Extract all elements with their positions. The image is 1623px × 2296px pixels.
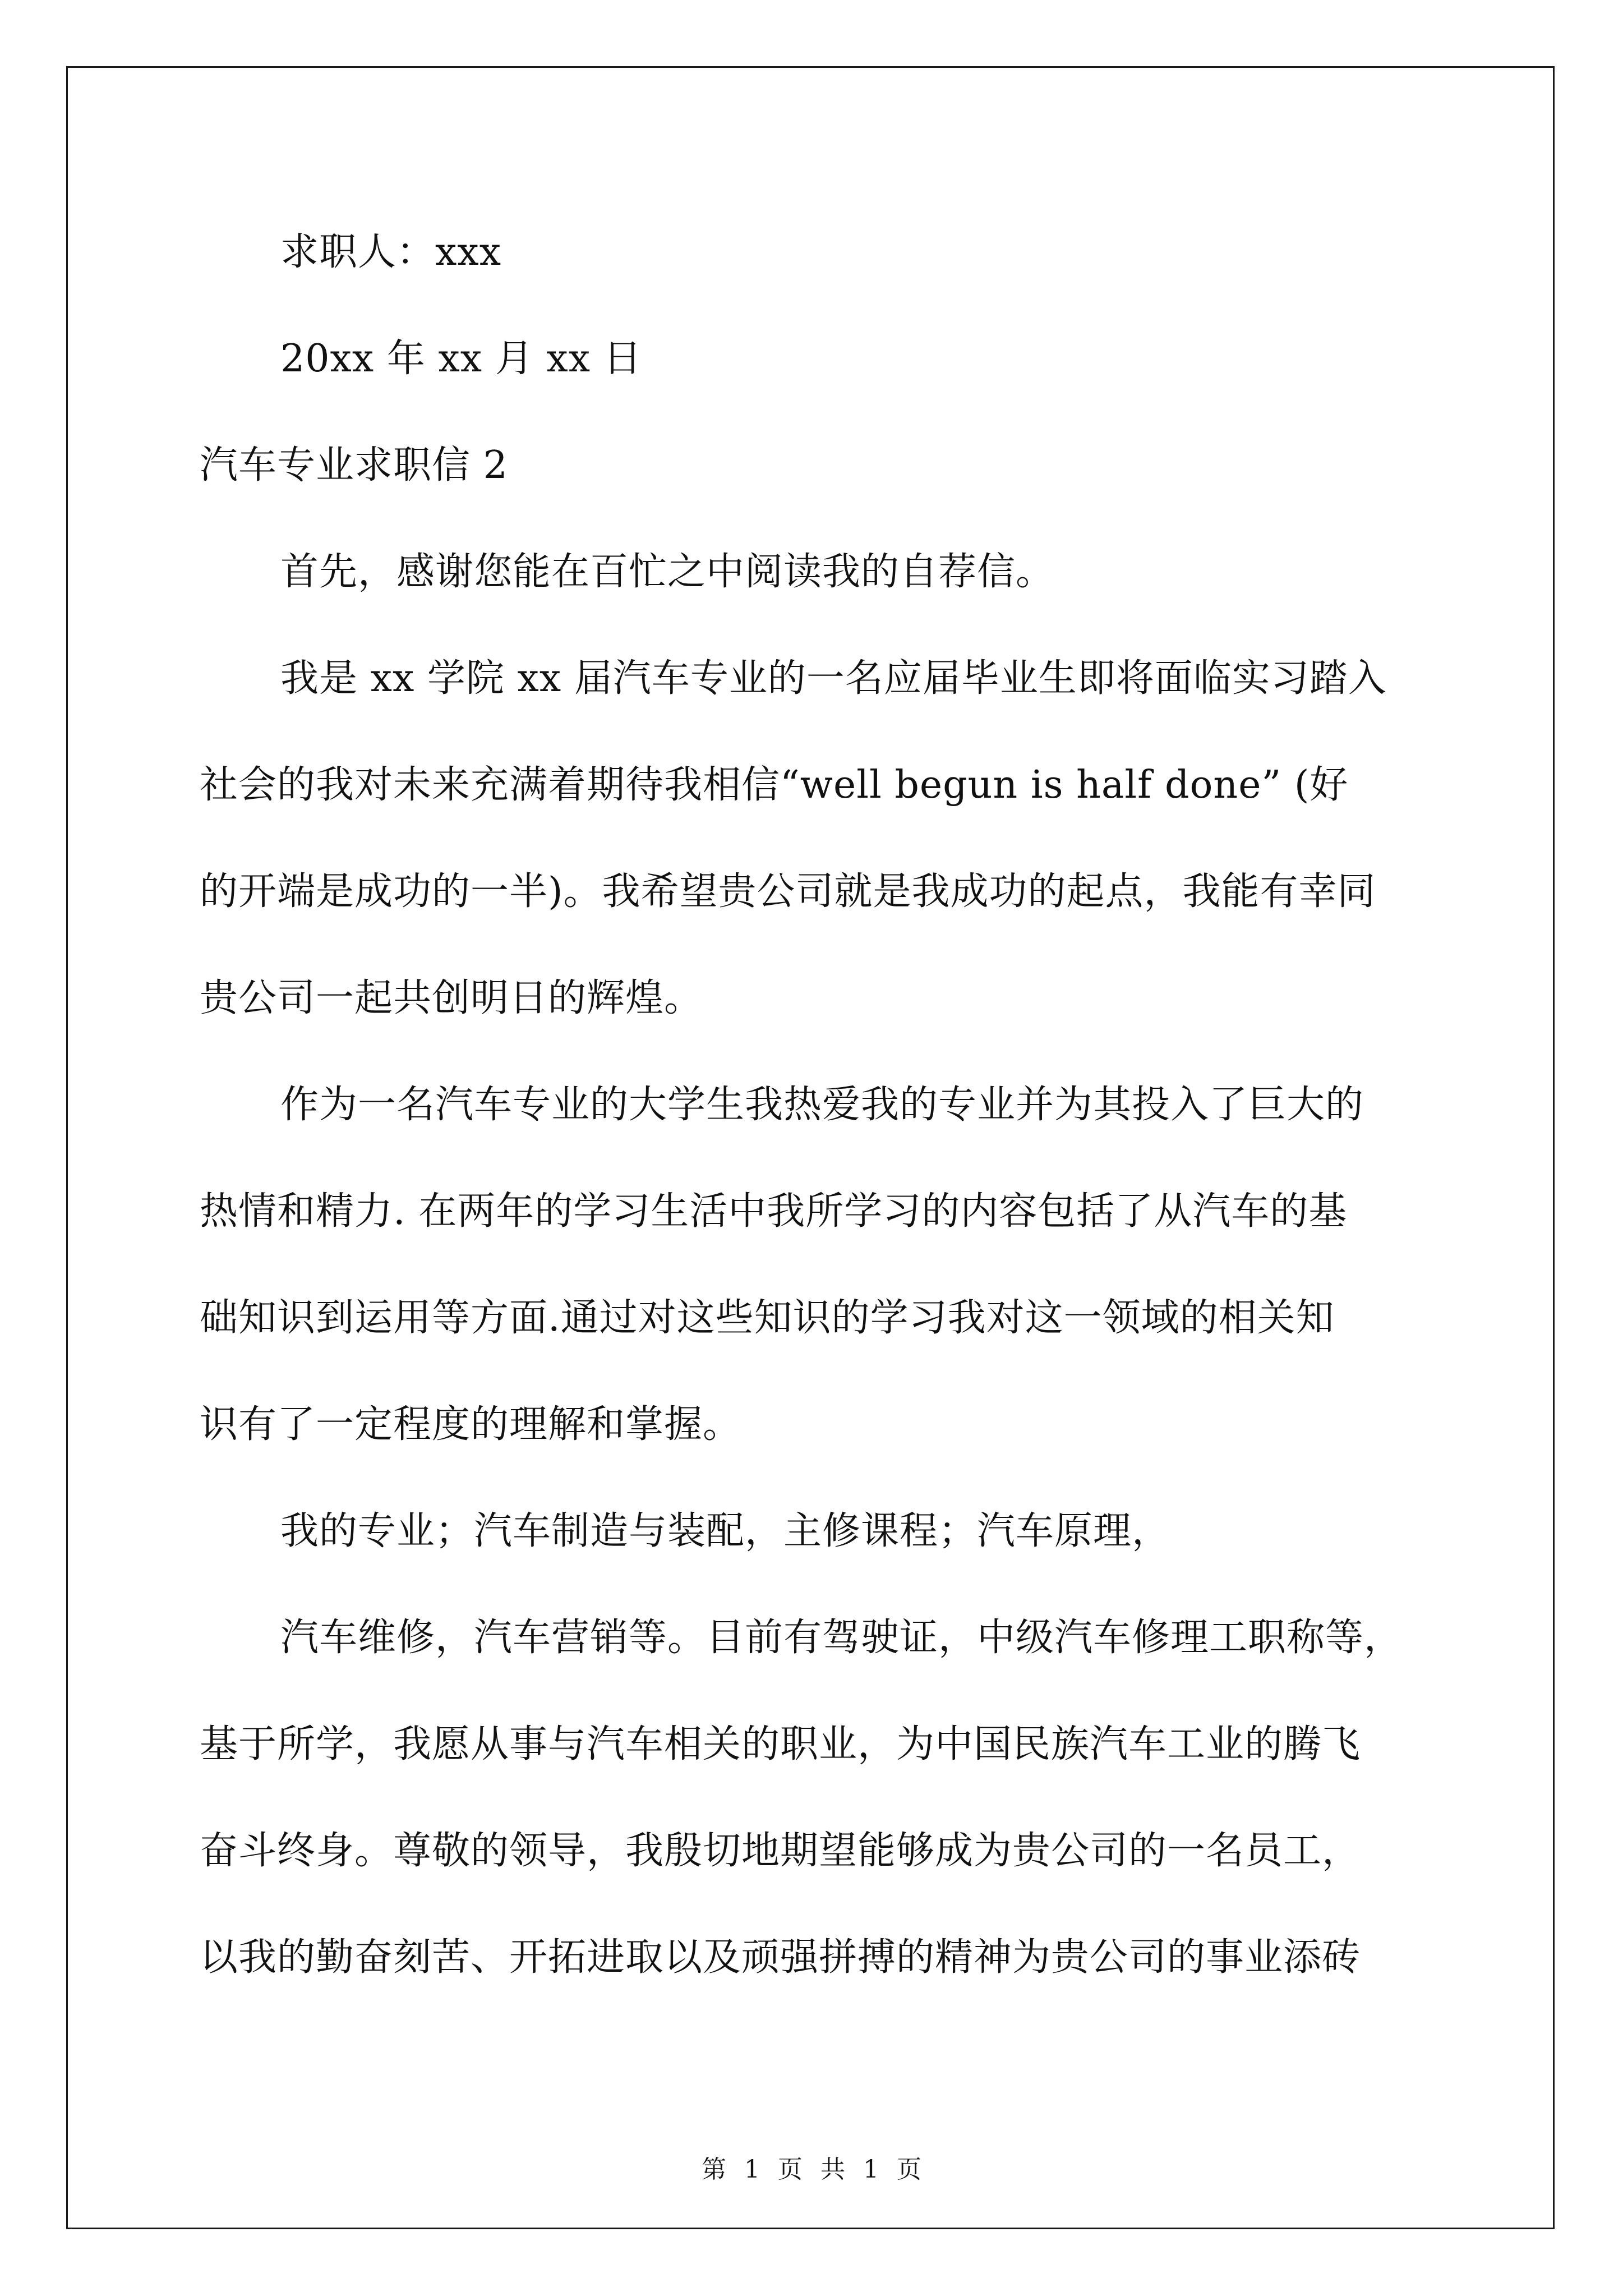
paragraph-line: 的开端是成功的一半)。我希望贵公司就是我成功的起点，我能有幸同 (200, 869, 1376, 914)
paragraph-line: 础知识到运用等方面.通过对这些知识的学习我对这一领域的相关知 (200, 1296, 1335, 1340)
paragraph-line: 贵公司一起共创明日的辉煌。 (200, 976, 703, 1020)
paragraph-line: 识有了一定程度的理解和掌握。 (200, 1402, 742, 1447)
paragraph-line: 汽车维修，汽车营销等。目前有驾驶证，中级汽车修理工职称等， (280, 1616, 1403, 1660)
paragraph-line: 基于所学，我愿从事与汽车相关的职业，为中国民族汽车工业的腾飞 (200, 1722, 1361, 1766)
paragraph-line: 作为一名汽车专业的大学生我热爱我的专业并为其投入了巨大的 (280, 1083, 1364, 1127)
paragraph-line: 以我的勤奋刻苦、开拓进取以及顽强拼搏的精神为贵公司的事业添砖 (200, 1935, 1361, 1980)
section-title: 汽车专业求职信 2 (200, 443, 508, 487)
paragraph-line: 奋斗终身。尊敬的领导，我殷切地期望能够成为贵公司的一名员工， (200, 1829, 1361, 1873)
paragraph-line: 首先，感谢您能在百忙之中阅读我的自荐信。 (280, 550, 1055, 594)
paragraph-line: 我的专业；汽车制造与装配，主修课程；汽车原理， (280, 1509, 1171, 1553)
paragraph-line: 热情和精力. 在两年的学习生活中我所学习的内容包括了从汽车的基 (200, 1189, 1348, 1234)
date-line: 20xx 年 xx 月 xx 日 (280, 337, 642, 381)
page-footer: 第 1 页 共 1 页 (702, 2155, 921, 2184)
paragraph-line: 社会的我对未来充满着期待我相信“well begun is half done” (好 (200, 763, 1349, 807)
page-border (66, 66, 1555, 2229)
signature-line: 求职人：xxx (280, 230, 502, 274)
paragraph-line: 我是 xx 学院 xx 届汽车专业的一名应届毕业生即将面临实习踏入 (280, 656, 1387, 701)
